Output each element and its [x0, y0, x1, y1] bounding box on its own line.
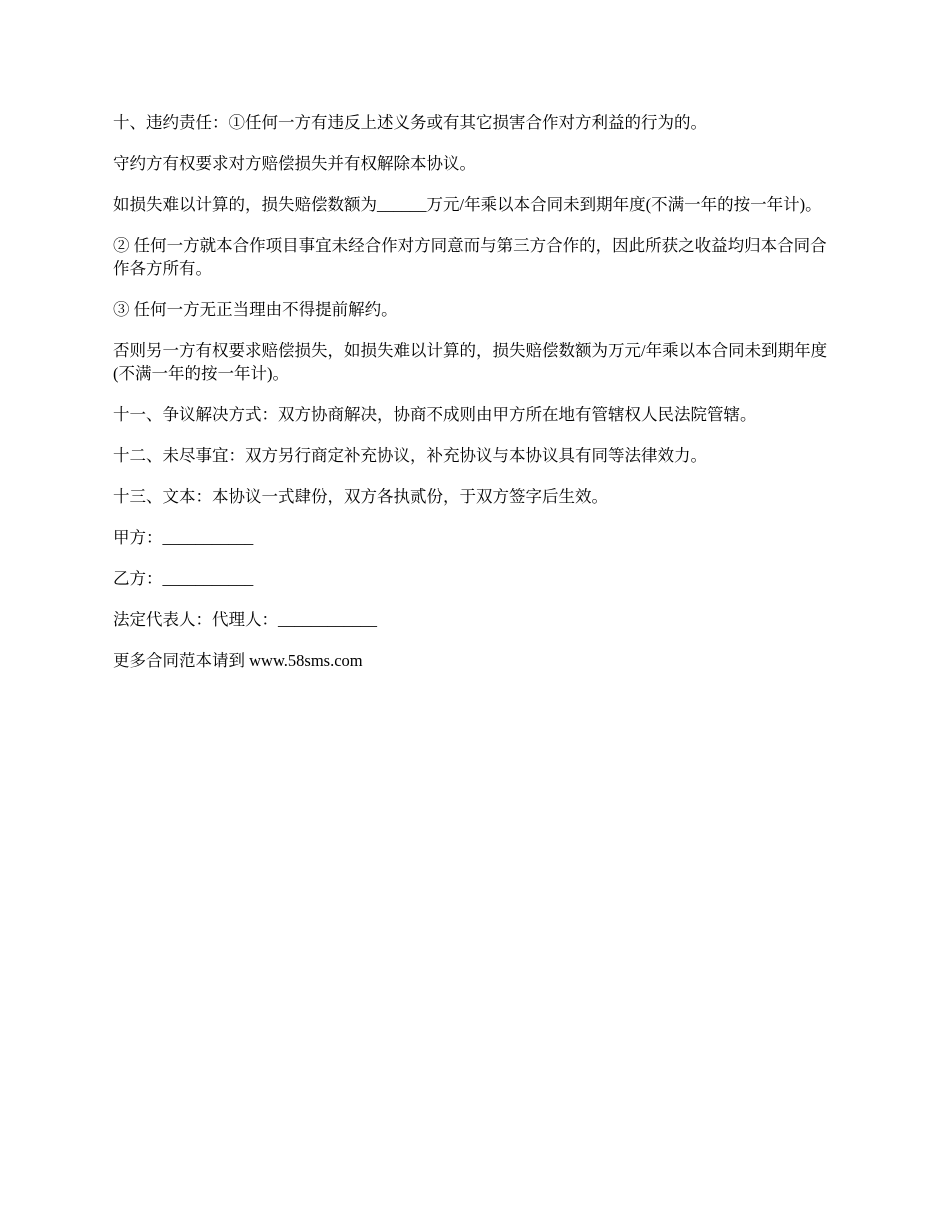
clause-13-copies: 十三、文本：本协议一式肆份，双方各执贰份，于双方签字后生效。: [113, 487, 608, 506]
party-a-signature-line: 甲方：___________: [113, 528, 254, 547]
clause-10-compensation-amount: 如损失难以计算的，损失赔偿数额为______万元/年乘以本合同未到期年度(不满一年的按一年计)。: [113, 195, 822, 214]
clause-10-breach-liability: 十、违约责任：①任何一方有违反上述义务或有其它损害合作对方利益的行为的。: [113, 113, 707, 132]
party-b-signature-line: 乙方：___________: [113, 569, 254, 588]
clause-12-supplementary: 十二、未尽事宜：双方另行商定补充协议，补充协议与本协议具有同等法律效力。: [113, 446, 707, 465]
footer-more-templates: 更多合同范本请到 www.58sms.com: [113, 651, 363, 670]
clause-10-compensation-right: 守约方有权要求对方赔偿损失并有权解除本协议。: [113, 154, 476, 173]
clause-10-termination-compensation: 否则另一方有权要求赔偿损失，如损失难以计算的，损失赔偿数额为万元/年乘以本合同未到期年度(不满一年的按一年计)。: [113, 341, 828, 383]
document-page: [113, 111, 838, 690]
clause-10-early-termination: ③ 任何一方无正当理由不得提前解约。: [113, 300, 398, 319]
clause-11-dispute-resolution: 十一、争议解决方式：双方协商解决，协商不成则由甲方所在地有管辖权人民法院管辖。: [113, 405, 757, 424]
clause-10-third-party: ② 任何一方就本合作项目事宜未经合作对方同意而与第三方合作的，因此所获之收益均归本合同合作各方所有。: [113, 236, 827, 278]
legal-representative-line: 法定代表人：代理人：____________: [113, 610, 377, 629]
